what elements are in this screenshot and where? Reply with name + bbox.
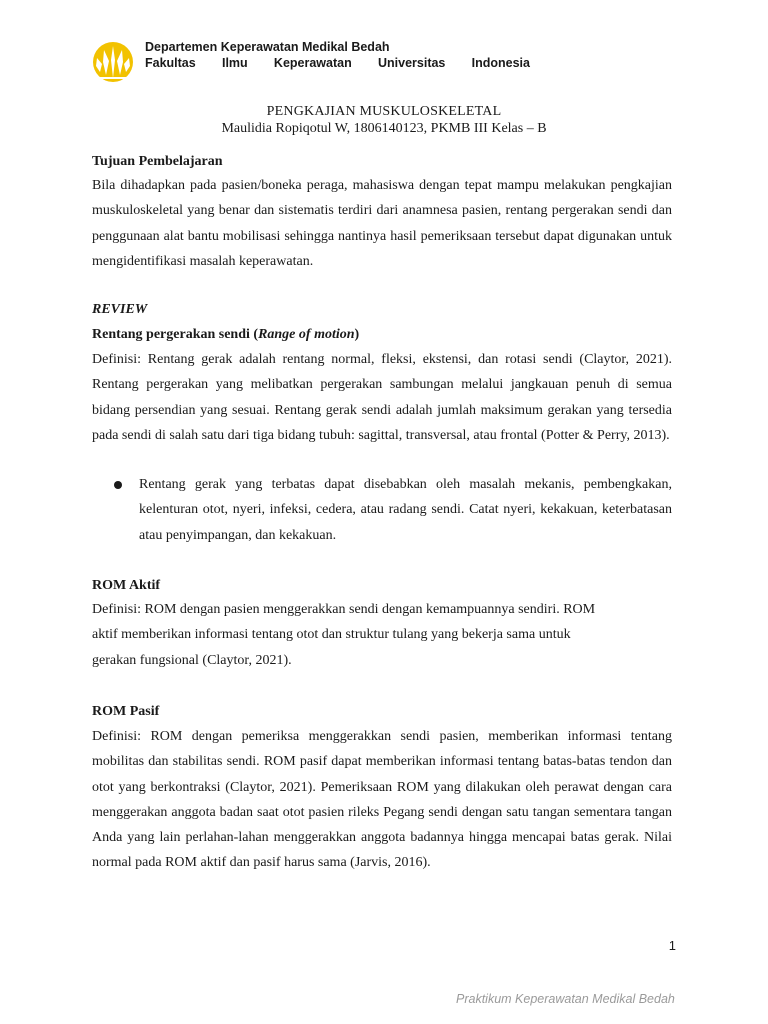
- faculty-name: [145, 56, 530, 70]
- bullet-icon: [114, 481, 122, 489]
- rom-heading: [92, 322, 672, 347]
- faculty-word: Universitas: [377, 56, 446, 70]
- objective-text: Bila dihadapkan pada pasien/boneka peraga, mahasiswa dengan tepat mampu melakukan pengkajian muskuloskeletal yang benar dan sistematis terdiri dari anamnesa pasien, rentang pergerakan sendi dan penggunaan alat bantu mobilisasi sehingga nantinya hasil pemeriksaan tersebut dapat digunakan untuk mengidentifikasi masalah keperawatan.: [92, 178, 672, 269]
- review-heading: REVIEW: [92, 302, 148, 317]
- department-name: Departemen Keperawatan Medikal Bedah: [145, 40, 390, 54]
- faculty-word: Ilmu: [221, 56, 248, 70]
- rom-active-heading: ROM Aktif: [92, 578, 161, 593]
- rom-definition: Definisi: Rentang gerak adalah rentang normal, fleksi, ekstensi, dan rotasi sendi (Claytor, 2021). Rentang pergerakan yang melibatkan pergerakan sambungan melalui jangkauan penuh di semua bidang persendian yang sesuai. Rentang gerak sendi adalah jumlah maksimum gerakan yang tersedia pada sendi di salah satu dari tiga bidang tubuh: sagittal, transversal, atau frontal (Potter & Perry, 2013).: [92, 352, 672, 443]
- author-line: Maulidia Ropiqotul W, 1806140123, PKMB III Kelas – B: [221, 121, 547, 136]
- faculty-word: Indonesia: [471, 56, 530, 70]
- rom-heading-italic: Range of motion: [258, 327, 355, 342]
- rom-active-line: aktif memberikan informasi tentang otot dan struktur tulang yang bekerja sama untuk: [92, 627, 571, 643]
- rom-active-line: gerakan fungsional (Claytor, 2021).: [92, 652, 292, 668]
- document-header: [92, 40, 692, 85]
- list-item-text: Rentang gerak yang terbatas dapat disebabkan oleh masalah mekanis, pembengkakan, kelenturan otot, nyeri, infeksi, cedera, atau radang sendi. Catat nyeri, kekakuan, keterbatasan atau penyimpangan, dan kekakuan.: [139, 477, 672, 543]
- rom-passive-heading: ROM Pasif: [92, 704, 160, 719]
- faculty-word: Keperawatan: [273, 56, 352, 70]
- rom-heading-suffix: ): [354, 327, 360, 342]
- rom-active-line: Definisi: ROM dengan pasien menggerakkan sendi dengan kemampuannya sendiri. ROM: [92, 602, 596, 617]
- objective-heading: Tujuan Pembelajaran: [92, 154, 223, 169]
- makara-ui-logo-icon: [92, 40, 134, 84]
- faculty-word: Fakultas: [145, 56, 196, 70]
- list-item: [92, 472, 672, 548]
- page-footer: Praktikum Keperawatan Medikal Bedah: [456, 992, 675, 1006]
- rom-heading-prefix: Rentang pergerakan sendi (: [92, 327, 259, 342]
- page-number: 1: [668, 938, 676, 953]
- rom-passive-definition: Definisi: ROM dengan pemeriksa menggerakkan sendi pasien, memberikan informasi tentang mobilitas dan stabilitas sendi. ROM pasif dapat memberikan informasi tentang batas-batas tendon dan otot yang berkontraksi (Claytor, 2021). Pemeriksaan ROM yang dilakukan oleh perawat dengan cara menggerakan anggota badan saat otot pasien rileks Pegang sendi dengan satu tangan sementara tangan Anda yang lain perlahan-lahan menggerakkan anggota badannya hingga mencapai batas gerak. Nilai normal pada ROM aktif dan pasif harus sama (Jarvis, 2016).: [92, 729, 672, 871]
- rom-active-definition: [92, 597, 672, 673]
- rom-bullet-list: [92, 472, 672, 548]
- document-title: PENGKAJIAN MUSKULOSKELETAL: [266, 104, 502, 119]
